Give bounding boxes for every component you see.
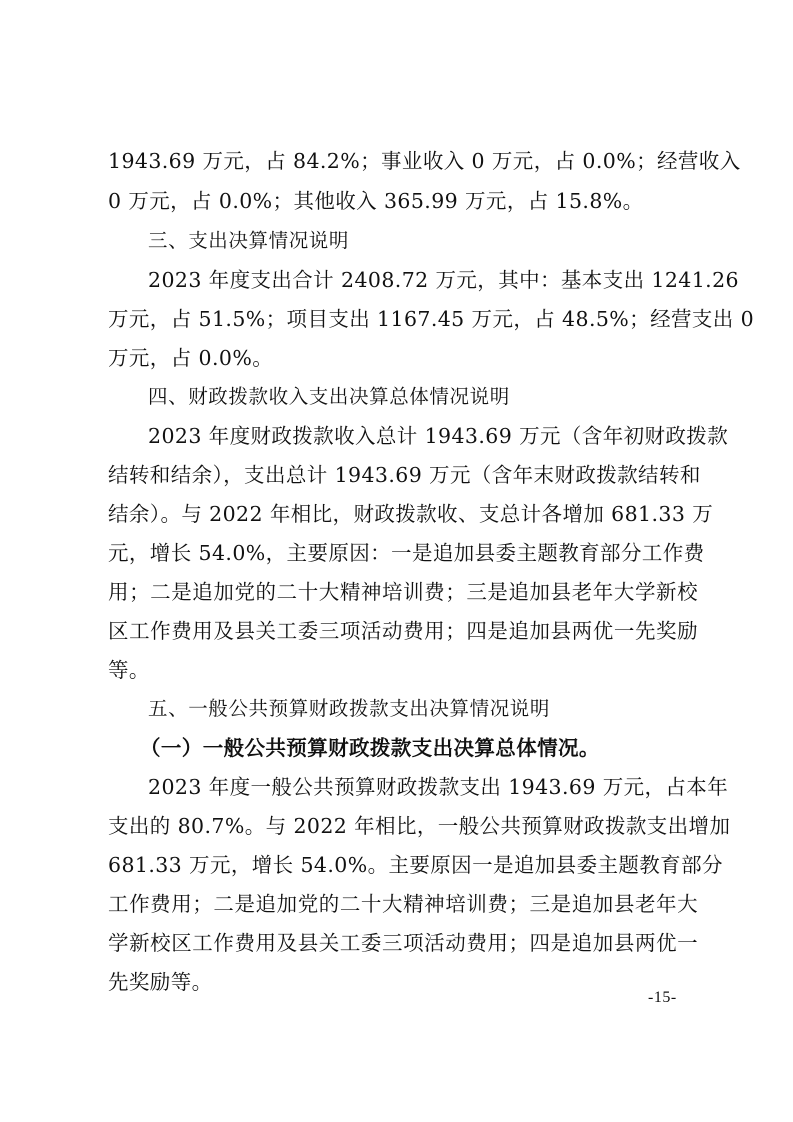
paragraph-line: 先奖励等。 (108, 970, 213, 994)
paragraph-line: 0 万元，占 0.0%；其他收入 365.99 万元，占 15.8%。 (108, 189, 644, 213)
page-number: -15- (648, 989, 677, 1006)
paragraph-line: 用；二是追加党的二十大精神培训费；三是追加县老年大学新校 (108, 580, 698, 604)
paragraph-line: 681.33 万元，增长 54.0%。主要原因一是追加县委主题教育部分 (108, 853, 723, 877)
paragraph-line: 万元，占 51.5%；项目支出 1167.45 万元，占 48.5%；经营支出 0 (108, 307, 755, 331)
paragraph-line: 结余）。与 2022 年相比，财政拨款收、支总计各增加 681.33 万 (108, 502, 714, 526)
paragraph-line: 2023 年度支出合计 2408.72 万元，其中：基本支出 1241.26 (148, 268, 739, 292)
paragraph-line: 结转和结余），支出总计 1943.69 万元（含年末财政拨款结转和 (108, 463, 701, 487)
paragraph-line: 1943.69 万元，占 84.2%；事业收入 0 万元，占 0.0%；经营收入 (108, 149, 741, 173)
paragraph-line: 元，增长 54.0%，主要原因：一是追加县委主题教育部分工作费 (108, 541, 705, 565)
paragraph-line: 万元，占 0.0%。 (108, 346, 274, 370)
paragraph-line: 2023 年度一般公共预算财政拨款支出 1943.69 万元，占本年 (148, 775, 729, 799)
paragraph-line: 工作费用；二是追加党的二十大精神培训费；三是追加县老年大 (108, 892, 698, 916)
paragraph-line: 学新校区工作费用及县关工委三项活动费用；四是追加县两优一 (108, 931, 698, 955)
paragraph-line: 支出的 80.7%。与 2022 年相比，一般公共预算财政拨款支出增加 (108, 814, 731, 838)
paragraph-line: 2023 年度财政拨款收入总计 1943.69 万元（含年初财政拨款 (148, 424, 729, 448)
paragraph-line: 等。 (108, 658, 150, 682)
paragraph-line: 区工作费用及县关工委三项活动费用；四是追加县两优一先奖励 (108, 619, 698, 643)
section-heading-expenditure: 三、支出决算情况说明 (148, 229, 350, 252)
section-heading-fiscal-appropriation: 四、财政拨款收入支出决算总体情况说明 (148, 385, 510, 408)
section-heading-general-budget: 五、一般公共预算财政拨款支出决算情况说明 (148, 697, 551, 720)
subsection-heading: （一）一般公共预算财政拨款支出决算总体情况。 (140, 736, 600, 760)
